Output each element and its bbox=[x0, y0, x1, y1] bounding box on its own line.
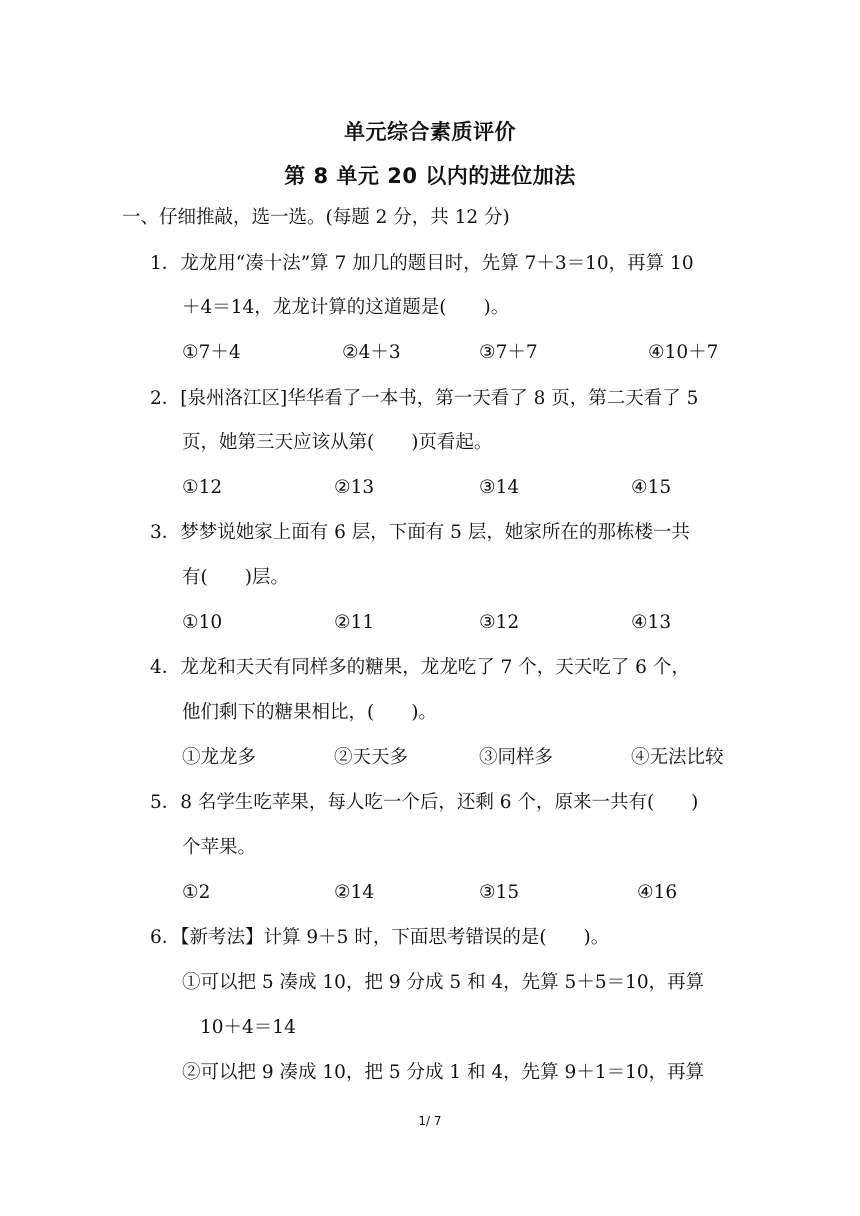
question-2-option-a: ①12 bbox=[182, 477, 223, 498]
question-1-option-b: ②4＋3 bbox=[342, 342, 401, 363]
question-2-option-b: ②13 bbox=[334, 477, 375, 498]
question-4-text-cont: 他们剩下的糖果相比，( )。 bbox=[182, 702, 437, 723]
question-3-text-cont: 有( )层。 bbox=[182, 567, 289, 588]
question-3-option-c: ③12 bbox=[479, 612, 520, 633]
page-title: 单元综合素质评价 bbox=[344, 120, 516, 144]
question-1-option-c: ③7＋7 bbox=[479, 342, 538, 363]
question-3-text: 3．梦梦说她家上面有 6 层，下面有 5 层，她家所在的那栋楼一共 bbox=[150, 522, 690, 543]
question-1-text-cont: ＋4＝14，龙龙计算的这道题是( )。 bbox=[182, 297, 510, 318]
question-4-option-a: ①龙龙多 bbox=[182, 747, 257, 768]
question-5-text-cont: 个苹果。 bbox=[182, 837, 257, 858]
question-1-text: 1．龙龙用“凑十法”算 7 加几的题目时，先算 7＋3＝10，再算 10 bbox=[150, 253, 694, 274]
question-5-text: 5．8 名学生吃苹果，每人吃一个后，还剩 6 个，原来一共有( ) bbox=[150, 792, 699, 813]
question-3-option-d: ④13 bbox=[631, 612, 672, 633]
page-number: 1/ 7 bbox=[418, 1114, 442, 1128]
question-4-option-c: ③同样多 bbox=[479, 747, 554, 768]
question-5-option-d: ④16 bbox=[637, 882, 678, 903]
question-3-option-a: ①10 bbox=[182, 612, 223, 633]
question-5-option-a: ①2 bbox=[182, 882, 211, 903]
question-4-text: 4．龙龙和天天有同样多的糖果，龙龙吃了 7 个，天天吃了 6 个， bbox=[150, 657, 690, 678]
section-heading: 一、仔细推敲，选一选。(每题 2 分，共 12 分) bbox=[122, 207, 510, 228]
question-6-option-a-cont: 10＋4＝14 bbox=[200, 1017, 296, 1038]
question-6-text: 6．【新考法】计算 9＋5 时，下面思考错误的是( )。 bbox=[150, 927, 610, 948]
question-5-option-c: ③15 bbox=[479, 882, 520, 903]
question-4-option-b: ②天天多 bbox=[334, 747, 409, 768]
question-5-option-b: ②14 bbox=[334, 882, 375, 903]
question-3-option-b: ②11 bbox=[334, 612, 375, 633]
page-subtitle: 第 8 单元 20 以内的进位加法 bbox=[284, 164, 576, 188]
question-1-option-a: ①7＋4 bbox=[182, 342, 241, 363]
question-4-option-d: ④无法比较 bbox=[631, 747, 724, 768]
question-2-text: 2．[泉州洛江区]华华看了一本书，第一天看了 8 页，第二天看了 5 bbox=[150, 388, 699, 409]
question-2-option-c: ③14 bbox=[479, 477, 520, 498]
question-6-option-b: ②可以把 9 凑成 10，把 5 分成 1 和 4，先算 9＋1＝10，再算 bbox=[182, 1062, 705, 1083]
question-2-option-d: ④15 bbox=[631, 477, 672, 498]
question-1-option-d: ④10＋7 bbox=[648, 342, 719, 363]
question-2-text-cont: 页，她第三天应该从第( )页看起。 bbox=[182, 432, 493, 453]
question-6-option-a: ①可以把 5 凑成 10，把 9 分成 5 和 4，先算 5＋5＝10，再算 bbox=[182, 972, 705, 993]
